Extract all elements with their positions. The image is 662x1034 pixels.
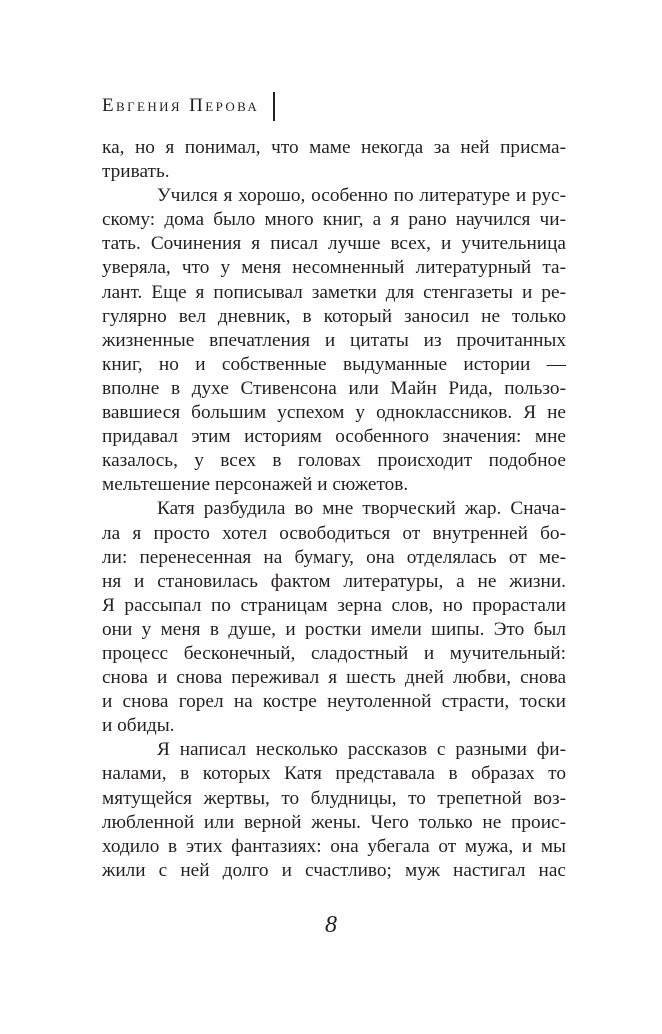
- text-line: уверяла, что у меня несомненный литературный та-: [102, 257, 566, 279]
- text-line: мельтешение персонажей и сюжетов.: [102, 474, 409, 496]
- text-line: снова и снова переживал я шесть дней любви, снова: [102, 667, 566, 689]
- page-number: 8: [325, 912, 337, 938]
- text-line: скому: дома было много книг, а я рано научился чи-: [102, 209, 566, 231]
- text-line: ли: перенесенная на бумагу, она отделялась от ме-: [102, 546, 566, 568]
- text-line: Я написал несколько рассказов с разными фи-: [157, 739, 566, 761]
- body-text: [102, 136, 566, 883]
- text-line: Я рассыпал по страницам зерна слов, но прорастали: [102, 594, 566, 616]
- text-line: придавал этим историям особенного значения: мне: [102, 426, 566, 448]
- text-line: налами, в которых Катя представала в образах то: [102, 763, 566, 785]
- text-line: вавшиеся большим успехом у одноклассников. Я не: [102, 402, 566, 424]
- text-line: жили с ней долго и счастливо; муж настигал нас: [102, 859, 566, 881]
- text-line: книг, но и собственные выдуманные истории —: [102, 353, 566, 375]
- author-name: Евгения Перова: [102, 95, 260, 116]
- text-line: ка, но я понимал, что маме некогда за ней присма-: [102, 137, 566, 158]
- text-line: процесс бесконечный, сладостный и мучительный:: [102, 642, 566, 664]
- text-line: и обиды.: [102, 715, 175, 737]
- text-line: любленной или верной жены. Чего только не проис-: [102, 811, 566, 833]
- text-line: Катя разбудила во мне творческий жар. Снача-: [157, 498, 566, 520]
- text-line: ня и становилась фактом литературы, а не жизни.: [102, 570, 566, 592]
- text-line: тривать.: [102, 161, 170, 183]
- text-line: ла я просто хотел освободиться от внутренней бо-: [102, 522, 566, 544]
- text-line: вполне в духе Стивенсона или Майн Рида, пользо-: [102, 377, 566, 399]
- text-line: мятущейся жертвы, то блудницы, то трепетной воз-: [102, 787, 566, 809]
- text-line: лант. Еще я пописывал заметки для стенгазеты и ре-: [102, 281, 566, 303]
- text-line: и снова горел на костре неутоленной страсти, тоски: [102, 691, 566, 713]
- text-line: Учился я хорошо, особенно по литературе и рус-: [157, 185, 566, 207]
- text-line: они у меня в душе, и ростки имели шипы. Это был: [102, 618, 566, 640]
- header-vertical-rule: [273, 92, 275, 121]
- running-header: [102, 91, 275, 121]
- text-line: гулярно вел дневник, в который заносил не только: [102, 305, 566, 327]
- text-line: жизненные впечатления и цитаты из прочитанных: [102, 329, 566, 351]
- text-line: ходило в этих фантазиях: она убегала от мужа, и мы: [102, 835, 566, 857]
- text-line: казалось, у всех в головах происходит подобное: [102, 450, 566, 472]
- text-line: тать. Сочинения я писал лучше всех, и учительница: [102, 233, 566, 255]
